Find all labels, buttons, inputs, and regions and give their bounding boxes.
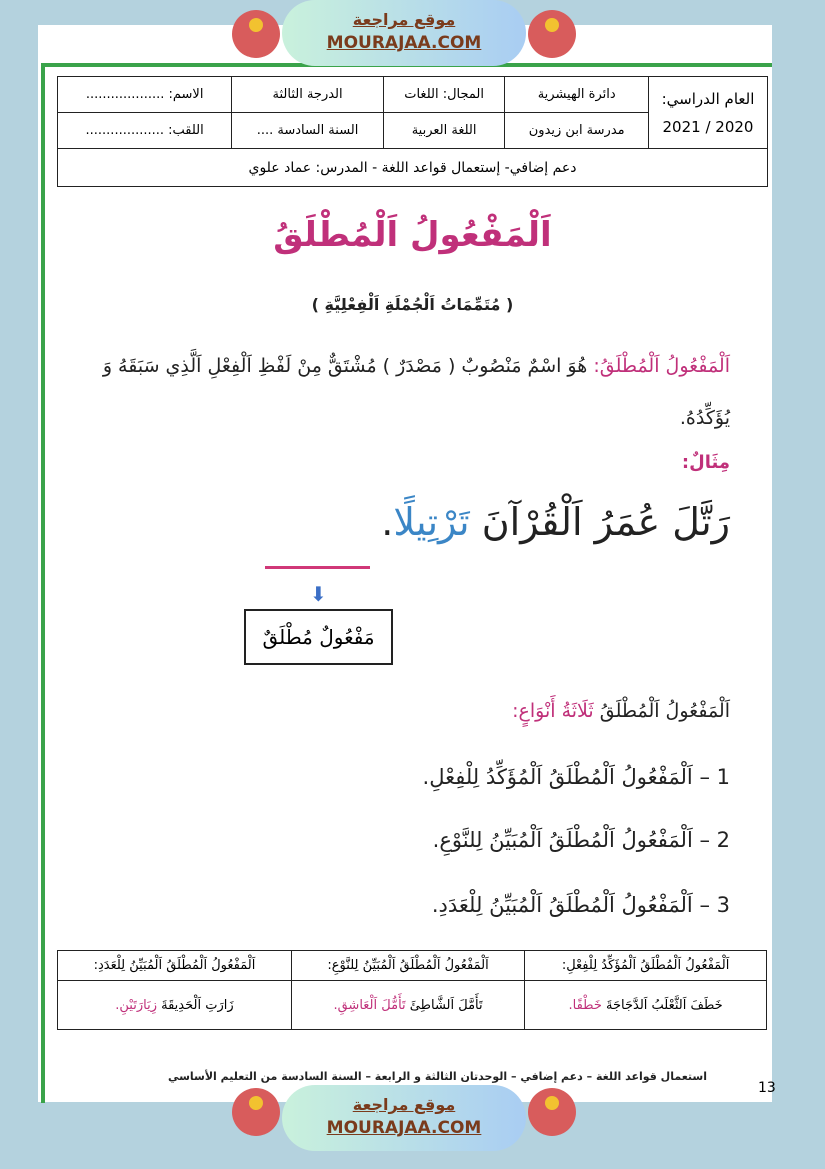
table-header: اَلْمَفْعُولُ اَلْمُطْلَقُ اَلْمُؤَكِّدُ لِلْفِعْلِ: bbox=[525, 951, 767, 981]
types-intro-a: اَلْمَفْعُولُ اَلْمُطْلَقُ bbox=[599, 700, 730, 722]
page-subtitle: ( مُتَمِّمَاتُ اَلْجُمْلَةِ اَلْفِعْلِيَّةِ ) bbox=[311, 295, 514, 314]
year-label: العام الدراسي: bbox=[661, 89, 755, 108]
banner-url: MOURAJAA.COM bbox=[326, 33, 482, 53]
sentence-end: . bbox=[381, 500, 394, 544]
type-item: 2 – اَلْمَفْعُولُ اَلْمُطْلَقُ اَلْمُبَيِّنُ لِلنَّوْعِ. bbox=[432, 828, 730, 852]
type-item: 3 – اَلْمَفْعُولُ اَلْمُطْلَقُ اَلْمُبَيِّنُ لِلْعَدَدِ. bbox=[431, 893, 730, 917]
table-header: اَلْمَفْعُولُ اَلْمُطْلَقُ اَلْمُبَيِّنُ لِلْعَدَدِ: bbox=[58, 951, 292, 981]
logo-badge bbox=[528, 10, 576, 58]
types-intro bbox=[512, 700, 730, 722]
definition-label: اَلْمَفْعُولُ اَلْمُطْلَقُ: bbox=[593, 355, 730, 377]
banner-arabic: موقع مراجعة bbox=[352, 1095, 456, 1114]
table-cell bbox=[525, 981, 767, 1030]
cell-text: تَأَمَّلَ اَلشَّاطِئَ bbox=[409, 997, 483, 1013]
types-intro-b: ثَلَاثَةُ أَنْوَاعٍ: bbox=[512, 700, 594, 722]
site-banner[interactable] bbox=[282, 1085, 526, 1151]
school-year: 2020 / 2021 bbox=[662, 117, 754, 136]
banner-url: MOURAJAA.COM bbox=[326, 1118, 482, 1138]
logo-badge bbox=[232, 10, 280, 58]
site-banner[interactable] bbox=[282, 0, 526, 66]
label-box: مَفْعُولٌ مُطْلَقٌ bbox=[244, 609, 393, 665]
logo-badge bbox=[528, 1088, 576, 1136]
header-table bbox=[57, 76, 768, 187]
course-info: دعم إضافي- إستعمال قواعد اللغة - المدرس: عماد علوي bbox=[58, 149, 768, 187]
cell-highlight: تَأَمُّلَ اَلْعَاشِقِ. bbox=[333, 997, 406, 1013]
level: الدرجة الثالثة bbox=[232, 77, 384, 113]
table-cell bbox=[291, 981, 524, 1030]
cell-text: زَارَتِ اَلْحَدِيقَةَ bbox=[161, 997, 234, 1013]
page-number: 13 bbox=[758, 1080, 776, 1096]
cell-text: خَطَفَ اَلثَّعْلَبُ اَلدَّجَاجَةَ bbox=[606, 997, 723, 1013]
type-item: 1 – اَلْمَفْعُولُ اَلْمُطْلَقُ اَلْمُؤَكِّدُ لِلْفِعْلِ. bbox=[422, 765, 730, 789]
cell-highlight: خَطْفًا. bbox=[568, 997, 602, 1013]
page-title: اَلْمَفْعُولُ اَلْمُطْلَقُ bbox=[273, 215, 552, 255]
example-label: مِثَالٌ: bbox=[681, 452, 730, 473]
field: المجال: اللغات bbox=[383, 77, 505, 113]
grade: السنة السادسة .... bbox=[232, 113, 384, 149]
table-cell bbox=[58, 981, 292, 1030]
definition-text: هُوَ اسْمٌ مَنْصُوبٌ ( مَصْدَرٌ ) مُشْتَقٌّ مِنْ لَفْظِ اَلْفِعْلِ اَلَّذِي سَبَقَهُ وَ يُؤَكِّدُهُ. bbox=[102, 355, 730, 429]
types-table bbox=[57, 950, 767, 1030]
logo-badge bbox=[232, 1088, 280, 1136]
definition bbox=[95, 340, 730, 444]
sentence-text: رَتَّلَ عُمَرُ اَلْقُرْآنَ bbox=[481, 500, 730, 544]
table-header: اَلْمَفْعُولُ اَلْمُطْلَقُ اَلْمُبَيِّنُ لِلنَّوْعِ: bbox=[291, 951, 524, 981]
underline bbox=[265, 566, 370, 569]
surname-field[interactable]: اللقب: ................... bbox=[58, 113, 232, 149]
down-arrow-icon: ⬇ bbox=[310, 582, 327, 606]
name-field[interactable]: الاسم: ................... bbox=[58, 77, 232, 113]
banner-arabic: موقع مراجعة bbox=[352, 10, 456, 29]
example-sentence bbox=[381, 500, 730, 544]
highlighted-word: تَرْتِيلًا bbox=[393, 500, 470, 544]
footer-text: استعمال قواعد اللغة – دعم إضافي – الوحدتان الثالثة و الرابعة – السنة السادسة من التعليم الأساسي bbox=[167, 1070, 707, 1083]
cell-highlight: زِيَارَتَيْنِ. bbox=[115, 997, 157, 1013]
district: دائرة الهيشرية bbox=[505, 77, 649, 113]
subject: اللغة العربية bbox=[383, 113, 505, 149]
school: مدرسة ابن زيدون bbox=[505, 113, 649, 149]
